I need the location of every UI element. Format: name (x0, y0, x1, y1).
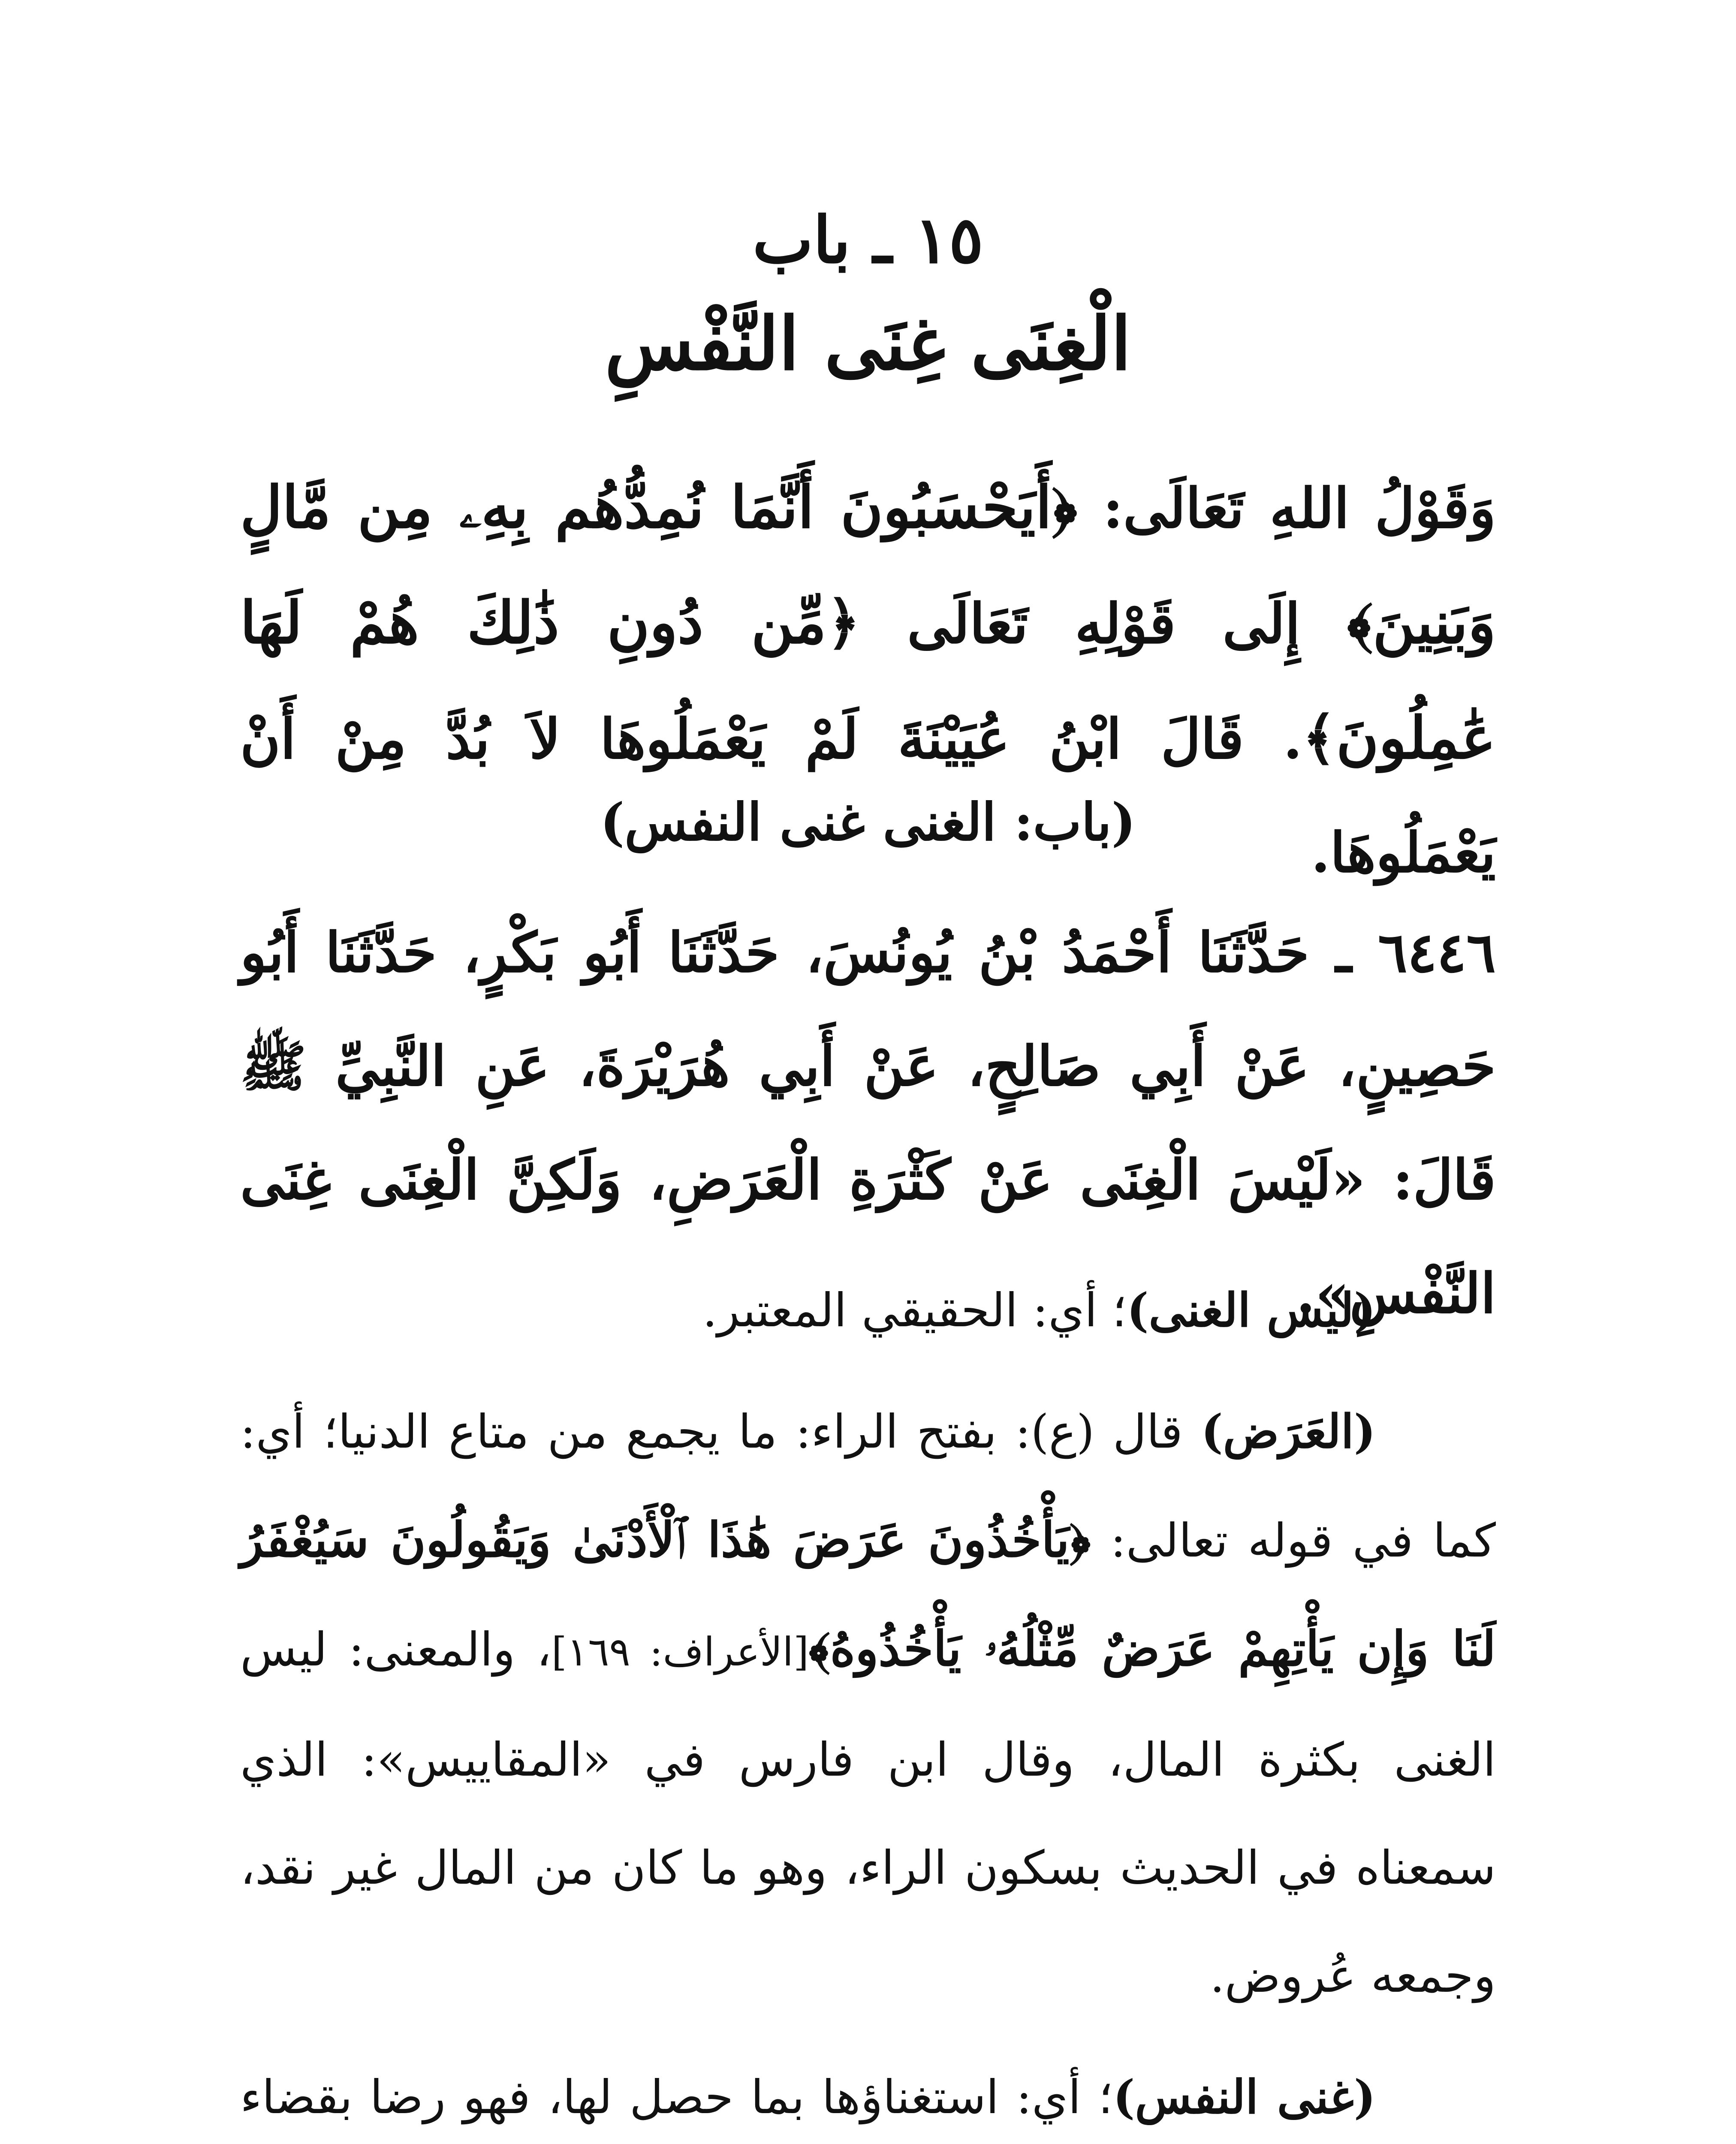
commentary (240, 1256, 1496, 2144)
intro-text-middle: إِلَى قَوْلِهِ تَعَالَى (860, 592, 1347, 656)
commentary-text: ؛ أي: الحقيقي المعتبر. (702, 1284, 1127, 1337)
commentary-term: (ليس الغنى) (1127, 1283, 1376, 1337)
commentary-text: ؛ أي: استغناؤها بما حصل لها، فهو رضا بقضاء (240, 2071, 1113, 2124)
commentary-paragraph (240, 2043, 1496, 2144)
quran-verse-2: ﴿مِّن دُونِ ذَٰلِكَ هُمْ لَهَا عَٰمِلُونَ﴾ (240, 588, 1496, 772)
quran-verse-1: ﴿أَيَحْسَبُونَ أَنَّمَا نُمِدُّهُم بِهِۦ مِن مَّالٍ وَبَنِينَ﴾ (240, 473, 1496, 656)
commentary-text: ، والمعنى: ليس الغنى بكثرة المال، وقال ابن فارس في «المقاييس»: الذي سمعناه في الحديث بسكون الراء، وهو ما كان من المال غير نقد، وجمعه عُروض. (240, 1623, 1496, 2003)
quran-verse-inline: ﴿يَأْخُذُونَ عَرَضَ هَٰذَا ٱلْأَدْنَىٰ وَيَقُولُونَ سَيُغْفَرُ لَنَا وَإِن يَأْتِهِمْ عَرَضٌ مِّثْلُهُۥ يَأْخُذُوهُ﴾ (240, 1512, 1496, 1677)
chapter-number: ١٥ ـ باب (752, 202, 984, 278)
chapter-title: الْغِنَى غِنَى النَّفْسِ (605, 301, 1131, 387)
intro-text-before: وَقَوْلُ اللهِ تَعَالَى: (1077, 476, 1496, 541)
commentary-paragraph (240, 1378, 1496, 2030)
verse-citation: [الأعراف: ١٦٩] (551, 1629, 809, 1675)
commentary-term: (غنى النفس) (1113, 2070, 1376, 2124)
hadith-text: ٦٤٤٦ ـ حَدَّثَنَا أَحْمَدُ بْنُ يُونُسَ، حَدَّثَنَا أَبُو بَكْرٍ، حَدَّثَنَا أَبُو حَصِينٍ، عَنْ أَبِي صَالِحٍ، عَنْ أَبِي هُرَيْرَةَ، عَنِ النَّبِيِّ ﷺ قَالَ: «لَيْسَ الْغِنَى عَنْ كَثْرَةِ الْعَرَضِ، وَلَكِنَّ الْغِنَى غِنَى النَّفْسِ». (240, 921, 1496, 1326)
commentary-term: (العَرَض) (1201, 1405, 1376, 1459)
commentary-paragraph (240, 1256, 1496, 1365)
intro-text-after: . قَالَ ابْنُ عُيَيْنَةَ لَمْ يَعْمَلُوهَا لاَ بُدَّ مِنْ أَنْ يَعْمَلُوهَا. (240, 707, 1496, 885)
commentary-text: قال (ع): بفتح الراء: ما يجمع من متاع الدنيا؛ أي: كما في قوله تعالى: (240, 1405, 1496, 1568)
section-heading: (باب: الغنى غنى النفس) (600, 792, 1136, 852)
